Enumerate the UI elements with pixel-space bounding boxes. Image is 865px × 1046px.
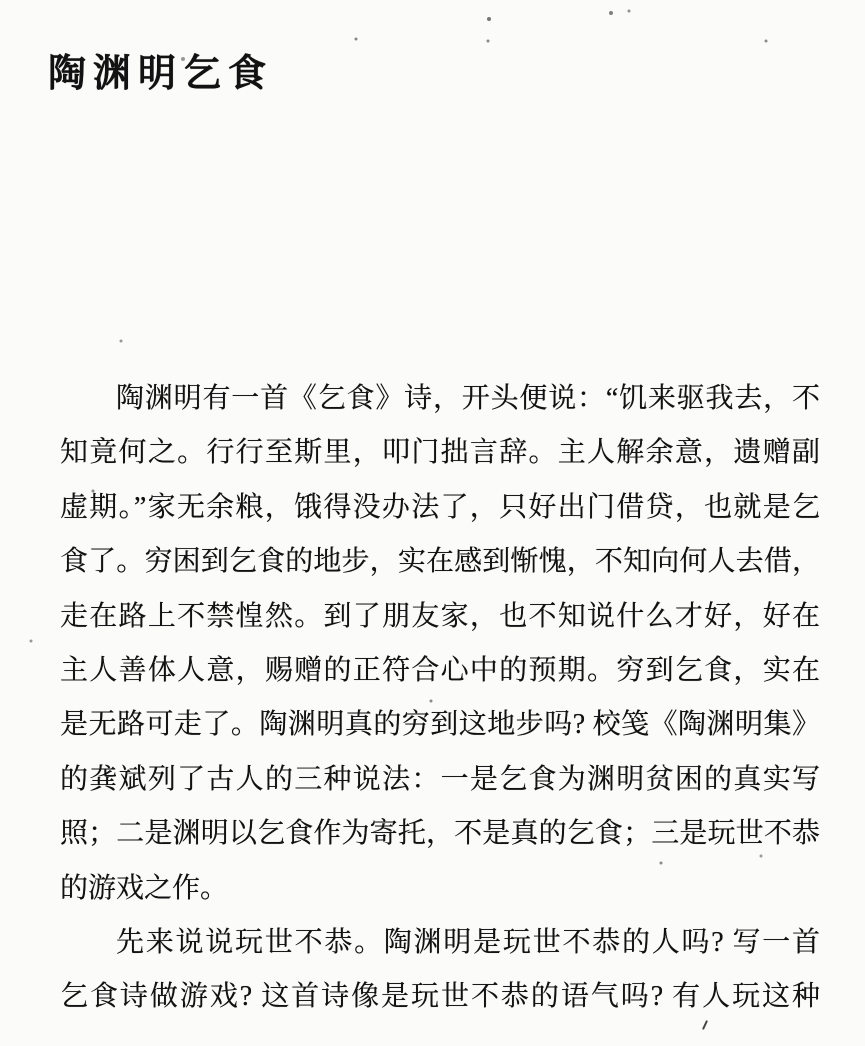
text-line: 是无路可走了。陶渊明真的穷到这地步吗? 校笺《陶渊明集》: [60, 709, 820, 741]
page-title: 陶渊明乞食: [48, 53, 274, 95]
text-line: 乞食诗做游戏? 这首诗像是玩世不恭的语气吗? 有人玩这种: [60, 981, 820, 1013]
scan-noise-specks: [0, 0, 2, 2]
text-line: 食了。穷困到乞食的地步，实在感到惭愧，不知向何人去借，: [60, 546, 820, 578]
text-line: 先来说说玩世不恭。陶渊明是玩世不恭的人吗? 写一首: [116, 926, 820, 958]
text-line: 知竟何之。行行至斯里，叩门拙言辞。主人解余意，遗赠副: [60, 437, 820, 469]
body-text: [60, 372, 820, 1025]
text-line: 主人善体人意，赐赠的正符合心中的预期。穷到乞食，实在: [60, 654, 820, 686]
text-line: 的游戏之作。: [60, 872, 229, 904]
text-line: 走在路上不禁惶然。到了朋友家，也不知说什么才好，好在: [60, 600, 820, 632]
text-line: 陶渊明有一首《乞食》诗，开头便说：“饥来驱我去，不: [116, 383, 820, 414]
text-line: 虚期。”家无余粮，饿得没办法了，只好出门借贷，也就是乞: [60, 491, 820, 523]
text-line: 的龚斌列了古人的三种说法：一是乞食为渊明贫困的真实写: [60, 763, 820, 795]
text-line: 照；二是渊明以乞食作为寄托，不是真的乞食；三是玩世不恭: [60, 818, 820, 850]
